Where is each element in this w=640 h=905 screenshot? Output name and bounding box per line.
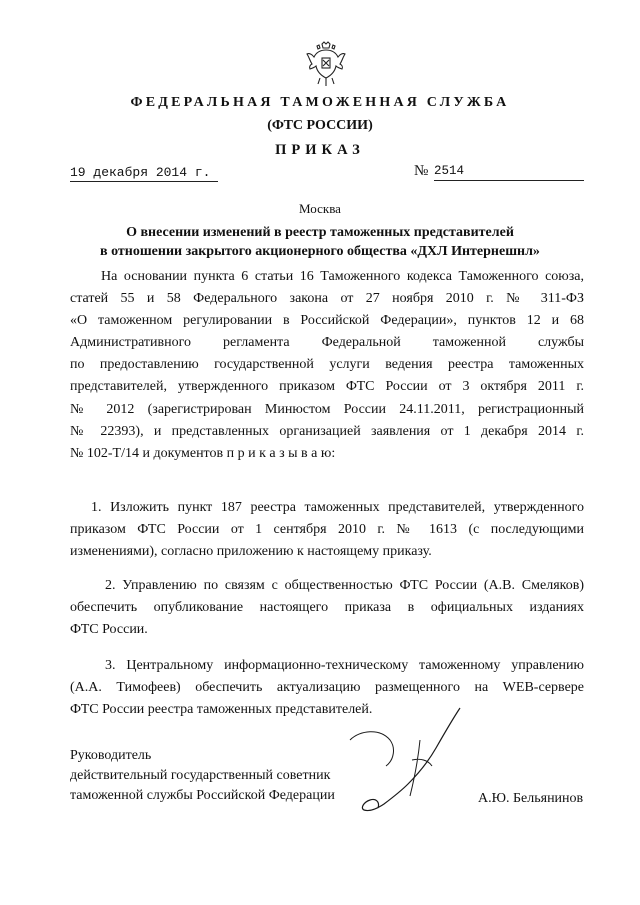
- text-line: ФТС России.: [70, 622, 148, 638]
- signatory-position-2: действительный государственный советник: [70, 768, 331, 783]
- coat-of-arms-emblem-icon: [306, 40, 346, 88]
- order-number-label: №: [414, 163, 429, 179]
- number-underline: [434, 180, 584, 181]
- text-line: статей 55 и 58 Федерального закона от 27 ноября 2010 г. № 311-ФЗ: [70, 291, 584, 307]
- text-line: представителей, утвержденного приказом ФТС России от 3 октября 2011 г.: [70, 379, 584, 395]
- text-line: 1. Изложить пункт 187 реестра таможенных представителей, утвержденного: [91, 500, 584, 515]
- agency-short-title: (ФТС РОССИИ): [267, 118, 373, 133]
- document-type-title: ПРИКАЗ: [275, 142, 365, 158]
- preamble-paragraph: [70, 266, 584, 465]
- text-line: (А.А. Тимофеев) обеспечить актуализацию размещенного на WEB-сервере: [70, 680, 584, 696]
- text-line: по предоставлению государственной услуги ведения реестра таможенных: [70, 357, 584, 373]
- date-underline: [70, 181, 218, 182]
- signatory-position-3: таможенной службы Российской Федерации: [70, 788, 335, 803]
- text-line: № 102-Т/14 и документов п р и к а з ы в а ю:: [70, 445, 336, 461]
- text-line: № 22393), и представленных организацией заявления от 1 декабря 2014 г.: [70, 423, 584, 439]
- item-1-paragraph: [70, 497, 584, 563]
- text-line: Административного регламента Федеральной таможенной службы: [70, 335, 584, 351]
- text-line: приказом ФТС России от 1 сентября 2010 г. № 1613 (с последующими: [70, 522, 584, 538]
- order-date: 19 декабря 2014 г.: [70, 165, 211, 180]
- item-2-paragraph: [70, 575, 584, 641]
- text-line: ФТС России реестра таможенных представителей.: [70, 702, 373, 718]
- subject-line-2: в отношении закрытого акционерного общества «ДХЛ Интернешнл»: [100, 244, 540, 259]
- city: Москва: [299, 201, 341, 216]
- signatory-name: А.Ю. Бельянинов: [478, 791, 584, 806]
- order-number: 2514: [434, 164, 465, 178]
- text-line: 3. Центральному информационно-техническому таможенному управлению: [105, 658, 584, 673]
- signatory-position-1: Руководитель: [70, 748, 152, 763]
- agency-title: ФЕДЕРАЛЬНАЯ ТАМОЖЕННАЯ СЛУЖБА: [130, 95, 510, 110]
- subject-line-1: О внесении изменений в реестр таможенных представителей: [126, 225, 514, 240]
- text-line: № 2012 (зарегистрирован Минюстом России 24.11.2011, регистрационный: [70, 401, 584, 417]
- text-line: «О таможенном регулировании в Российской Федерации», пунктов 12 и 68: [70, 313, 584, 329]
- text-line: На основании пункта 6 статьи 16 Таможенного кодекса Таможенного союза,: [101, 269, 584, 284]
- handwritten-signature-icon: [320, 700, 520, 820]
- text-line: изменениями), согласно приложению к настоящему приказу.: [70, 544, 432, 560]
- text-line: обеспечить опубликование настоящего приказа в официальных изданиях: [70, 600, 584, 616]
- text-line: 2. Управлению по связям с общественностью ФТС России (А.В. Смеляков): [105, 578, 584, 593]
